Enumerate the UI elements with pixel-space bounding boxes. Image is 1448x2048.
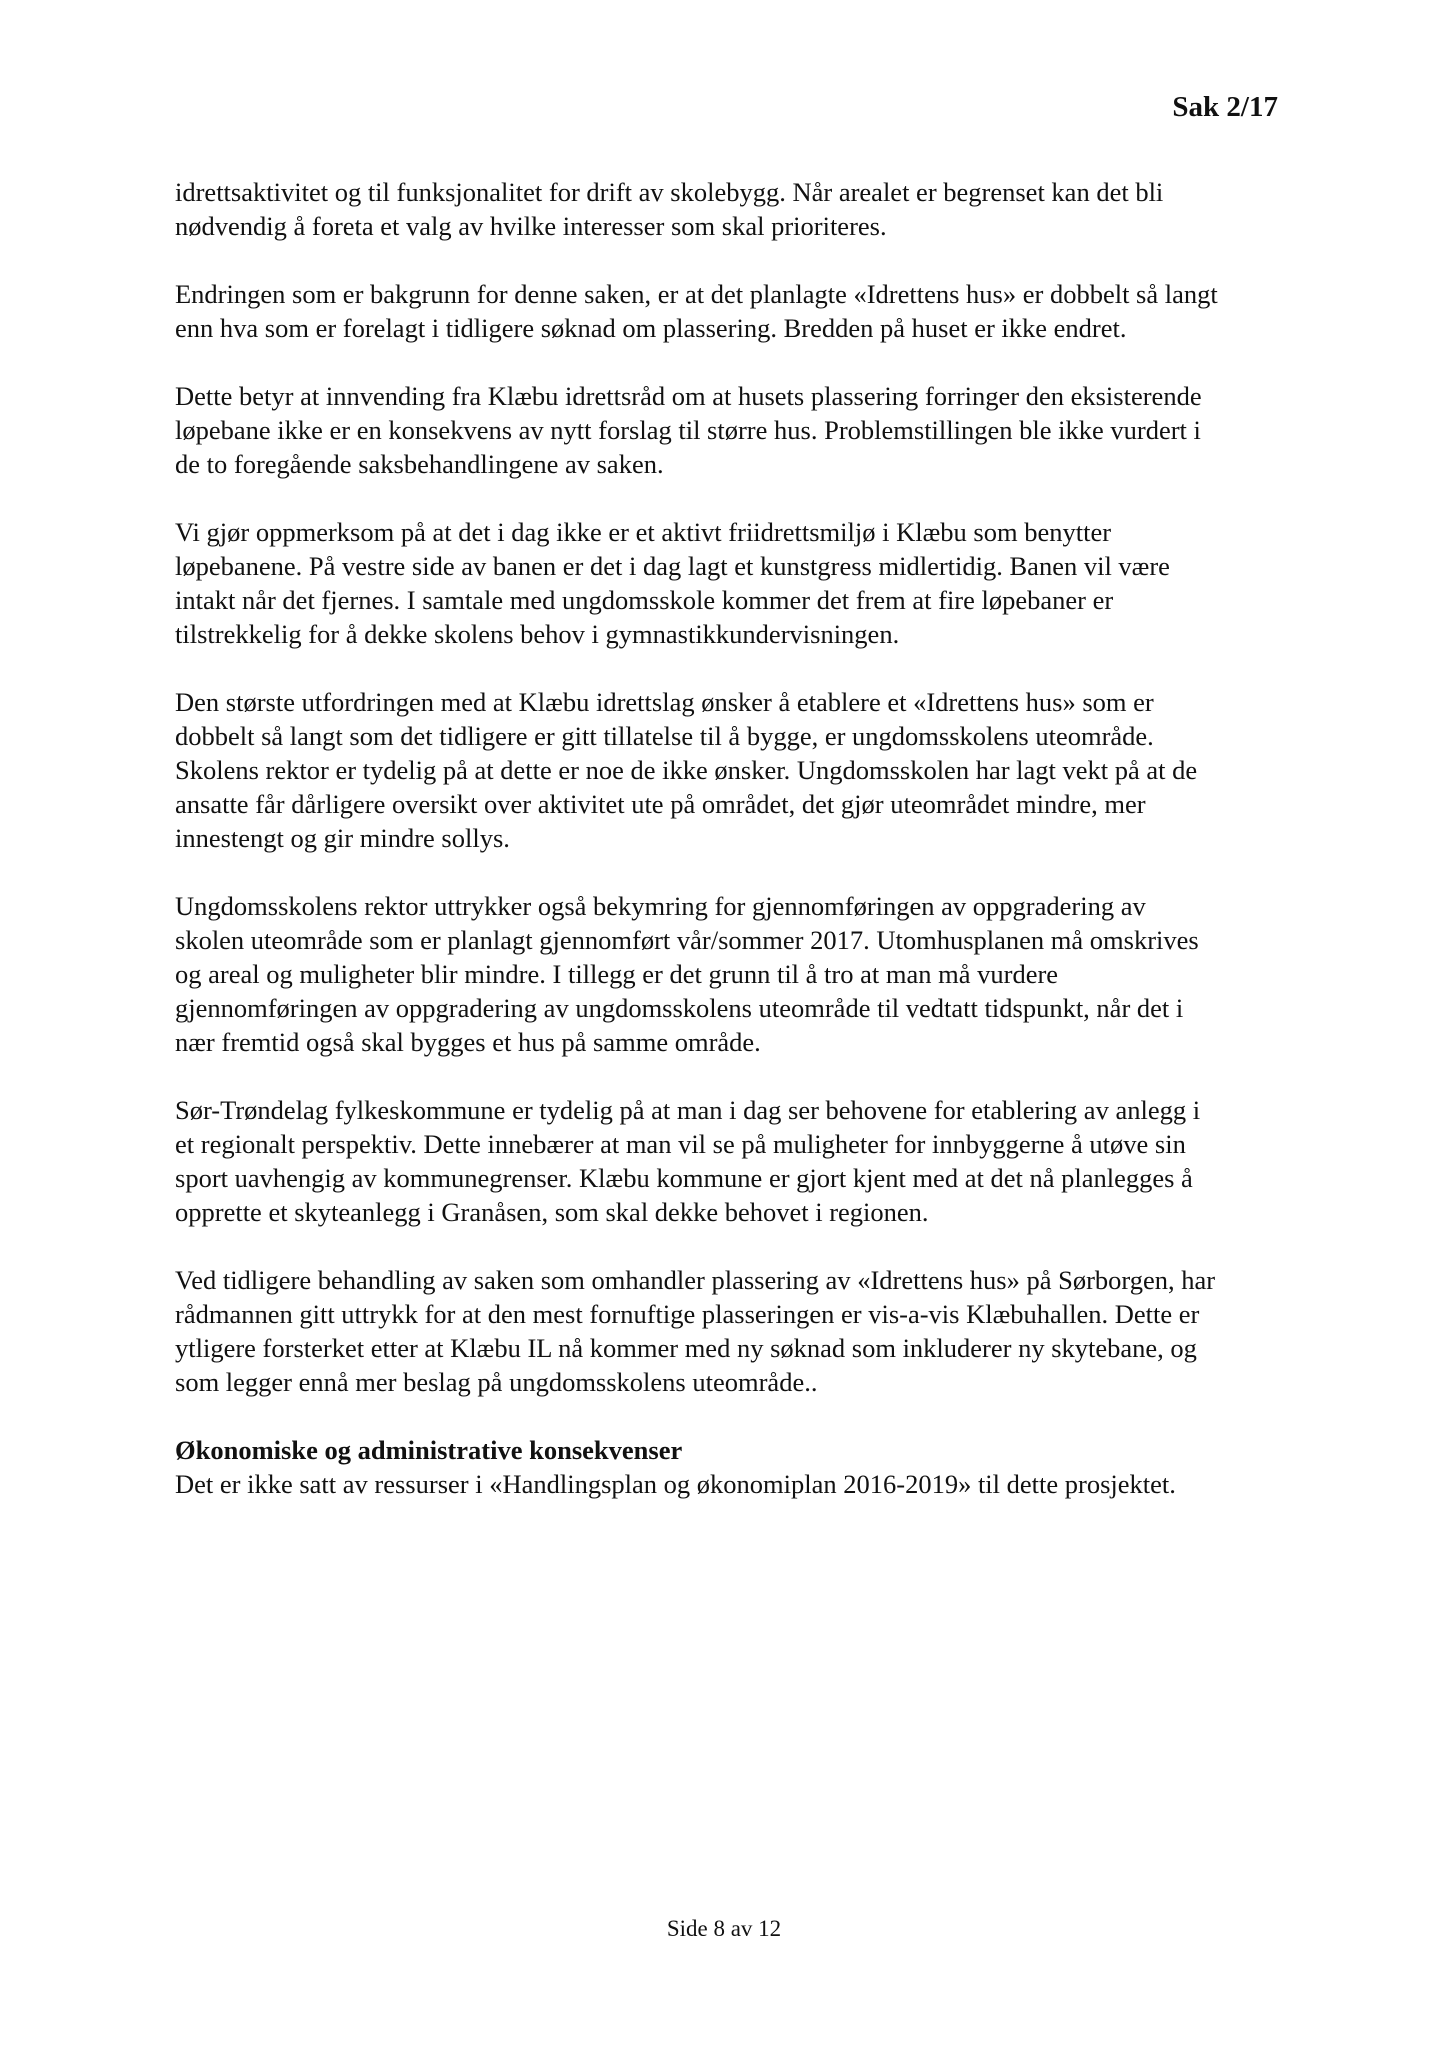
- text-line: idrettsaktivitet og til funksjonalitet for drift av skolebygg. Når arealet er begrenset kan det bli: [175, 177, 1164, 207]
- section-consequences: [175, 1433, 1295, 1501]
- text-line: opprette et skyteanlegg i Granåsen, som skal dekke behovet i regionen.: [175, 1197, 929, 1227]
- text-line: Den største utfordringen med at Klæbu idrettslag ønsker å etablere et «Idrettens hus» som er: [175, 687, 1154, 717]
- text-line: rådmannen gitt uttrykk for at den mest fornuftige plasseringen er vis-a-vis Klæbuhallen. Dette er: [175, 1299, 1200, 1329]
- text-line: intakt når det fjernes. I samtale med ungdomsskole kommer det frem at fire løpebaner er: [175, 585, 1114, 615]
- text-line: Dette betyr at innvending fra Klæbu idrettsråd om at husets plassering forringer den eksisterende: [175, 381, 1202, 411]
- text-line: dobbelt så langt som det tidligere er gitt tillatelse til å bygge, er ungdomsskolens uteområde.: [175, 721, 1154, 751]
- paragraph-4: [175, 515, 1295, 651]
- text-line: løpebane ikke er en konsekvens av nytt forslag til større hus. Problemstillingen ble ikke vurdert i: [175, 415, 1201, 445]
- text-line: Sør-Trøndelag fylkeskommune er tydelig på at man i dag ser behovene for etablering av anlegg i: [175, 1095, 1201, 1125]
- section-text: Det er ikke satt av ressurser i «Handlingsplan og økonomiplan 2016-2019» til dette prosjektet.: [175, 1469, 1176, 1499]
- text-line: innestengt og gir mindre sollys.: [175, 823, 510, 853]
- text-line: et regionalt perspektiv. Dette innebærer at man vil se på muligheter for innbyggerne å utøve sin: [175, 1129, 1186, 1159]
- page-number: Side 8 av 12: [666, 1916, 782, 1941]
- case-reference: Sak 2/17: [1172, 91, 1278, 123]
- text-line: gjennomføringen av oppgradering av ungdomsskolens uteområde til vedtatt tidspunkt, når det i: [175, 993, 1184, 1023]
- paragraph-8: [175, 1263, 1295, 1399]
- paragraph-3: [175, 379, 1295, 481]
- paragraph-5: [175, 685, 1295, 855]
- text-line: ansatte får dårligere oversikt over aktivitet ute på området, det gjør uteområdet mindre, mer: [175, 789, 1146, 819]
- text-line: de to foregående saksbehandlingene av saken.: [175, 449, 664, 479]
- text-line: og areal og muligheter blir mindre. I tillegg er det grunn til å tro at man må vurdere: [175, 959, 1059, 989]
- text-line: løpebanene. På vestre side av banen er det i dag lagt et kunstgress midlertidig. Banen vil være: [175, 551, 1170, 581]
- text-line: enn hva som er forelagt i tidligere søknad om plassering. Bredden på huset er ikke endret.: [175, 313, 1127, 343]
- paragraph-1: [175, 175, 1295, 243]
- text-line: Skolens rektor er tydelig på at dette er noe de ikke ønsker. Ungdomsskolen har lagt vekt på at de: [175, 755, 1198, 785]
- text-line: skolen uteområde som er planlagt gjennomført vår/sommer 2017. Utomhusplanen må omskrives: [175, 925, 1199, 955]
- text-line: nødvendig å foreta et valg av hvilke interesser som skal prioriteres.: [175, 211, 887, 241]
- text-line: ytligere forsterket etter at Klæbu IL nå kommer med ny søknad som inkluderer ny skytebane, og: [175, 1333, 1197, 1363]
- paragraph-2: [175, 277, 1295, 345]
- text-line: sport uavhengig av kommunegrenser. Klæbu kommune er gjort kjent med at det nå planlegges å: [175, 1163, 1193, 1193]
- document-body: [175, 175, 1295, 1535]
- section-heading: Økonomiske og administrative konsekvenser: [175, 1435, 683, 1465]
- text-line: Ved tidligere behandling av saken som omhandler plassering av «Idrettens hus» på Sørborgen, har: [175, 1265, 1216, 1295]
- text-line: Vi gjør oppmerksom på at det i dag ikke er et aktivt friidrettsmiljø i Klæbu som benytter: [175, 517, 1112, 547]
- text-line: tilstrekkelig for å dekke skolens behov i gymnastikkundervisningen.: [175, 619, 900, 649]
- text-line: Ungdomsskolens rektor uttrykker også bekymring for gjennomføringen av oppgradering av: [175, 891, 1146, 921]
- text-line: nær fremtid også skal bygges et hus på samme område.: [175, 1027, 761, 1057]
- text-line: som legger ennå mer beslag på ungdomsskolens uteområde..: [175, 1367, 818, 1397]
- text-line: Endringen som er bakgrunn for denne saken, er at det planlagte «Idrettens hus» er dobbelt så langt: [175, 279, 1218, 309]
- paragraph-7: [175, 1093, 1295, 1229]
- paragraph-6: [175, 889, 1295, 1059]
